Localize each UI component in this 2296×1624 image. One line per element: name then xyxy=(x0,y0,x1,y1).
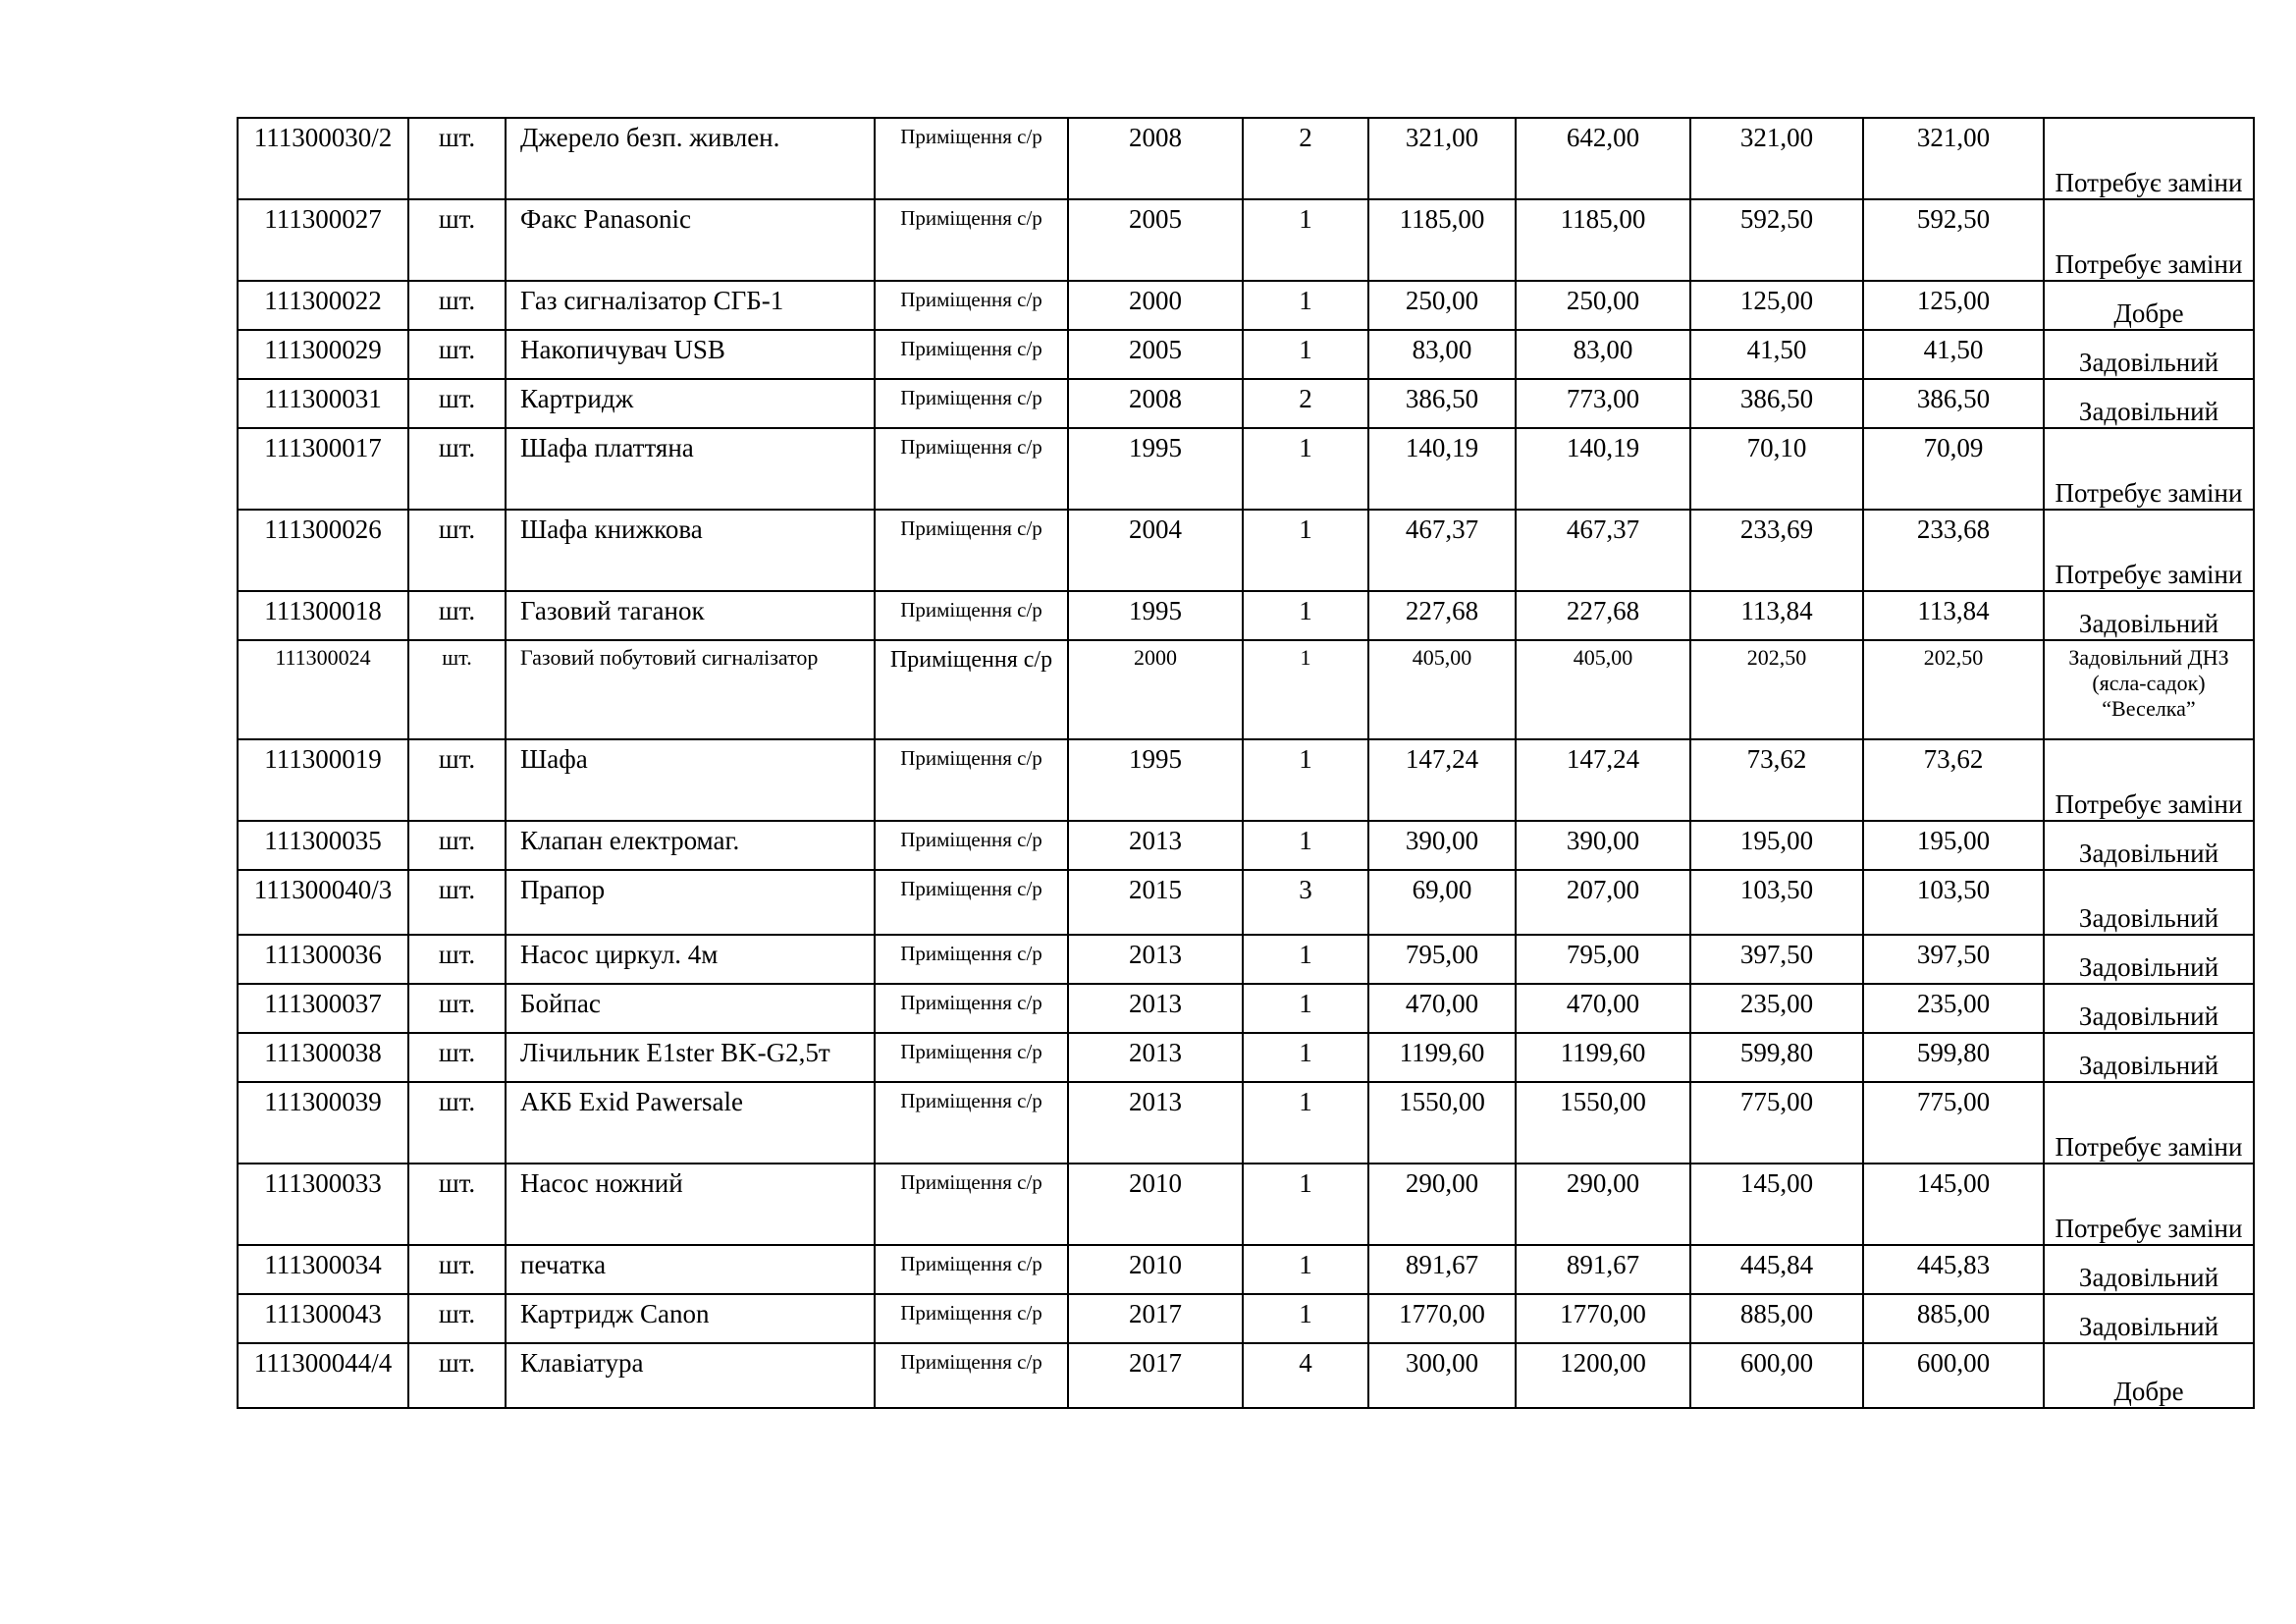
item-unit: шт. xyxy=(408,118,506,199)
item-location: Приміщення с/р xyxy=(875,739,1068,821)
item-code: 111300022 xyxy=(238,281,408,330)
item-price: 290,00 xyxy=(1368,1164,1516,1245)
item-condition: Задовільний xyxy=(2044,1245,2254,1294)
item-price: 227,68 xyxy=(1368,591,1516,640)
item-sum: 773,00 xyxy=(1516,379,1690,428)
item-sum: 467,37 xyxy=(1516,510,1690,591)
table-row xyxy=(238,1245,2254,1294)
item-code: 111300026 xyxy=(238,510,408,591)
item-unit: шт. xyxy=(408,330,506,379)
item-location: Приміщення с/р xyxy=(875,1164,1068,1245)
item-price: 795,00 xyxy=(1368,935,1516,984)
item-condition: Задовільний xyxy=(2044,591,2254,640)
item-sum: 290,00 xyxy=(1516,1164,1690,1245)
item-price: 147,24 xyxy=(1368,739,1516,821)
item-residual: 202,50 xyxy=(1863,640,2044,739)
item-location: Приміщення с/р xyxy=(875,1033,1068,1082)
item-wear: 233,69 xyxy=(1690,510,1863,591)
item-name: Шафа xyxy=(506,739,875,821)
item-unit: шт. xyxy=(408,591,506,640)
table-row xyxy=(238,739,2254,821)
item-quantity: 1 xyxy=(1243,591,1368,640)
table-row xyxy=(238,1164,2254,1245)
item-residual: 321,00 xyxy=(1863,118,2044,199)
item-name: печатка xyxy=(506,1245,875,1294)
item-year: 1995 xyxy=(1068,591,1243,640)
item-sum: 147,24 xyxy=(1516,739,1690,821)
item-year: 2017 xyxy=(1068,1343,1243,1408)
item-sum: 1200,00 xyxy=(1516,1343,1690,1408)
item-condition: Задовільний xyxy=(2044,870,2254,935)
item-wear: 235,00 xyxy=(1690,984,1863,1033)
item-sum: 470,00 xyxy=(1516,984,1690,1033)
item-quantity: 4 xyxy=(1243,1343,1368,1408)
item-unit: шт. xyxy=(408,984,506,1033)
item-residual: 233,68 xyxy=(1863,510,2044,591)
item-sum: 83,00 xyxy=(1516,330,1690,379)
item-name: Клавіатура xyxy=(506,1343,875,1408)
item-name: Факс Panasonic xyxy=(506,199,875,281)
table-row xyxy=(238,428,2254,510)
item-quantity: 1 xyxy=(1243,428,1368,510)
item-code: 111300024 xyxy=(238,640,408,739)
item-year: 2008 xyxy=(1068,118,1243,199)
item-residual: 70,09 xyxy=(1863,428,2044,510)
item-year: 2004 xyxy=(1068,510,1243,591)
table-row xyxy=(238,1082,2254,1164)
item-wear: 386,50 xyxy=(1690,379,1863,428)
item-wear: 125,00 xyxy=(1690,281,1863,330)
item-name: Накопичувач USB xyxy=(506,330,875,379)
item-condition: Задовільний xyxy=(2044,821,2254,870)
item-unit: шт. xyxy=(408,281,506,330)
table-row xyxy=(238,984,2254,1033)
item-name: Картридж xyxy=(506,379,875,428)
item-unit: шт. xyxy=(408,510,506,591)
item-unit: шт. xyxy=(408,870,506,935)
item-price: 1199,60 xyxy=(1368,1033,1516,1082)
item-condition: Задовільний xyxy=(2044,330,2254,379)
item-name: Газовий таганок xyxy=(506,591,875,640)
item-location: Приміщення с/р xyxy=(875,935,1068,984)
item-year: 2008 xyxy=(1068,379,1243,428)
item-price: 470,00 xyxy=(1368,984,1516,1033)
item-residual: 386,50 xyxy=(1863,379,2044,428)
item-location: Приміщення с/р xyxy=(875,1245,1068,1294)
item-year: 2005 xyxy=(1068,330,1243,379)
item-price: 69,00 xyxy=(1368,870,1516,935)
item-sum: 795,00 xyxy=(1516,935,1690,984)
item-year: 2013 xyxy=(1068,984,1243,1033)
item-year: 2005 xyxy=(1068,199,1243,281)
item-code: 111300030/2 xyxy=(238,118,408,199)
item-residual: 775,00 xyxy=(1863,1082,2044,1164)
item-year: 1995 xyxy=(1068,428,1243,510)
item-condition: Потребує заміни xyxy=(2044,739,2254,821)
inventory-table xyxy=(237,117,2255,1409)
item-year: 2013 xyxy=(1068,821,1243,870)
table-row xyxy=(238,1033,2254,1082)
item-code: 111300027 xyxy=(238,199,408,281)
table-row xyxy=(238,510,2254,591)
item-condition: Потребує заміни xyxy=(2044,1082,2254,1164)
table-row xyxy=(238,118,2254,199)
item-condition: Потребує заміни xyxy=(2044,199,2254,281)
item-location: Приміщення с/р xyxy=(875,118,1068,199)
item-condition: Добре xyxy=(2044,1343,2254,1408)
item-wear: 113,84 xyxy=(1690,591,1863,640)
item-location: Приміщення с/р xyxy=(875,1343,1068,1408)
item-residual: 599,80 xyxy=(1863,1033,2044,1082)
item-sum: 642,00 xyxy=(1516,118,1690,199)
item-name: АКБ Exid Pawersale xyxy=(506,1082,875,1164)
item-price: 891,67 xyxy=(1368,1245,1516,1294)
item-condition: Задовільний xyxy=(2044,379,2254,428)
item-location: Приміщення с/р xyxy=(875,281,1068,330)
item-year: 2013 xyxy=(1068,1082,1243,1164)
item-unit: шт. xyxy=(408,1033,506,1082)
item-condition: Потребує заміни xyxy=(2044,1164,2254,1245)
item-location: Приміщення с/р xyxy=(875,591,1068,640)
item-location: Приміщення с/р xyxy=(875,330,1068,379)
item-year: 2013 xyxy=(1068,1033,1243,1082)
item-wear: 600,00 xyxy=(1690,1343,1863,1408)
table-row xyxy=(238,199,2254,281)
item-location: Приміщення с/р xyxy=(875,870,1068,935)
item-sum: 891,67 xyxy=(1516,1245,1690,1294)
item-year: 2013 xyxy=(1068,935,1243,984)
item-unit: шт. xyxy=(408,1294,506,1343)
item-sum: 207,00 xyxy=(1516,870,1690,935)
item-code: 111300035 xyxy=(238,821,408,870)
item-year: 2000 xyxy=(1068,640,1243,739)
item-quantity: 1 xyxy=(1243,199,1368,281)
item-condition: Задовільний xyxy=(2044,935,2254,984)
table-row xyxy=(238,870,2254,935)
item-residual: 600,00 xyxy=(1863,1343,2044,1408)
table-row xyxy=(238,1294,2254,1343)
item-year: 2000 xyxy=(1068,281,1243,330)
item-wear: 145,00 xyxy=(1690,1164,1863,1245)
item-quantity: 1 xyxy=(1243,1164,1368,1245)
item-wear: 202,50 xyxy=(1690,640,1863,739)
item-year: 2010 xyxy=(1068,1164,1243,1245)
item-quantity: 1 xyxy=(1243,1082,1368,1164)
item-unit: шт. xyxy=(408,821,506,870)
item-wear: 445,84 xyxy=(1690,1245,1863,1294)
item-residual: 113,84 xyxy=(1863,591,2044,640)
item-residual: 885,00 xyxy=(1863,1294,2044,1343)
item-price: 405,00 xyxy=(1368,640,1516,739)
table-row xyxy=(238,935,2254,984)
item-wear: 195,00 xyxy=(1690,821,1863,870)
item-location: Приміщення с/р xyxy=(875,984,1068,1033)
item-unit: шт. xyxy=(408,1245,506,1294)
item-unit: шт. xyxy=(408,640,506,739)
item-name: Клапан електромаг. xyxy=(506,821,875,870)
item-unit: шт. xyxy=(408,1164,506,1245)
item-quantity: 1 xyxy=(1243,935,1368,984)
item-price: 1770,00 xyxy=(1368,1294,1516,1343)
item-sum: 405,00 xyxy=(1516,640,1690,739)
item-residual: 195,00 xyxy=(1863,821,2044,870)
table-row xyxy=(238,591,2254,640)
item-residual: 103,50 xyxy=(1863,870,2044,935)
item-code: 111300034 xyxy=(238,1245,408,1294)
item-sum: 1550,00 xyxy=(1516,1082,1690,1164)
item-code: 111300017 xyxy=(238,428,408,510)
item-wear: 73,62 xyxy=(1690,739,1863,821)
item-residual: 445,83 xyxy=(1863,1245,2044,1294)
item-name: Насос циркул. 4м xyxy=(506,935,875,984)
item-location: Приміщення с/р xyxy=(875,199,1068,281)
item-name: Шафа книжкова xyxy=(506,510,875,591)
item-location: Приміщення с/р xyxy=(875,640,1068,739)
item-wear: 592,50 xyxy=(1690,199,1863,281)
item-unit: шт. xyxy=(408,199,506,281)
item-code: 111300019 xyxy=(238,739,408,821)
item-quantity: 1 xyxy=(1243,739,1368,821)
item-quantity: 1 xyxy=(1243,1033,1368,1082)
item-residual: 397,50 xyxy=(1863,935,2044,984)
table-row xyxy=(238,281,2254,330)
item-name: Картридж Canon xyxy=(506,1294,875,1343)
item-code: 111300029 xyxy=(238,330,408,379)
item-price: 467,37 xyxy=(1368,510,1516,591)
item-condition: Потребує заміни xyxy=(2044,428,2254,510)
item-price: 300,00 xyxy=(1368,1343,1516,1408)
item-residual: 145,00 xyxy=(1863,1164,2044,1245)
item-sum: 140,19 xyxy=(1516,428,1690,510)
item-name: Газ сигналізатор СГБ-1 xyxy=(506,281,875,330)
item-sum: 390,00 xyxy=(1516,821,1690,870)
item-year: 2010 xyxy=(1068,1245,1243,1294)
item-location: Приміщення с/р xyxy=(875,821,1068,870)
item-price: 83,00 xyxy=(1368,330,1516,379)
item-condition: Потребує заміни xyxy=(2044,118,2254,199)
item-code: 111300018 xyxy=(238,591,408,640)
item-code: 111300036 xyxy=(238,935,408,984)
item-quantity: 2 xyxy=(1243,118,1368,199)
item-quantity: 1 xyxy=(1243,330,1368,379)
item-name: Бойпас xyxy=(506,984,875,1033)
item-price: 1185,00 xyxy=(1368,199,1516,281)
item-unit: шт. xyxy=(408,935,506,984)
item-wear: 70,10 xyxy=(1690,428,1863,510)
item-unit: шт. xyxy=(408,379,506,428)
item-quantity: 3 xyxy=(1243,870,1368,935)
item-name: Насос ножний xyxy=(506,1164,875,1245)
item-residual: 125,00 xyxy=(1863,281,2044,330)
item-code: 111300044/4 xyxy=(238,1343,408,1408)
item-code: 111300037 xyxy=(238,984,408,1033)
item-price: 250,00 xyxy=(1368,281,1516,330)
item-sum: 1770,00 xyxy=(1516,1294,1690,1343)
item-code: 111300038 xyxy=(238,1033,408,1082)
item-name: Джерело безп. живлен. xyxy=(506,118,875,199)
item-sum: 1199,60 xyxy=(1516,1033,1690,1082)
table-row xyxy=(238,821,2254,870)
item-quantity: 1 xyxy=(1243,821,1368,870)
item-condition: Задовільний xyxy=(2044,1033,2254,1082)
item-quantity: 2 xyxy=(1243,379,1368,428)
item-condition: Задовільний xyxy=(2044,1294,2254,1343)
item-condition: Задовільний xyxy=(2044,984,2254,1033)
item-quantity: 1 xyxy=(1243,984,1368,1033)
item-name: Прапор xyxy=(506,870,875,935)
item-unit: шт. xyxy=(408,739,506,821)
item-location: Приміщення с/р xyxy=(875,379,1068,428)
item-quantity: 1 xyxy=(1243,510,1368,591)
item-unit: шт. xyxy=(408,1343,506,1408)
table-row xyxy=(238,379,2254,428)
item-wear: 775,00 xyxy=(1690,1082,1863,1164)
item-wear: 103,50 xyxy=(1690,870,1863,935)
item-unit: шт. xyxy=(408,1082,506,1164)
item-price: 140,19 xyxy=(1368,428,1516,510)
item-condition: Задовільний ДНЗ (ясла-садок) “Веселка” xyxy=(2044,640,2254,739)
item-code: 111300043 xyxy=(238,1294,408,1343)
table-row xyxy=(238,640,2254,739)
table-row xyxy=(238,1343,2254,1408)
item-location: Приміщення с/р xyxy=(875,510,1068,591)
item-wear: 599,80 xyxy=(1690,1033,1863,1082)
item-price: 386,50 xyxy=(1368,379,1516,428)
item-quantity: 1 xyxy=(1243,281,1368,330)
item-quantity: 1 xyxy=(1243,1245,1368,1294)
item-year: 1995 xyxy=(1068,739,1243,821)
item-condition: Добре xyxy=(2044,281,2254,330)
item-wear: 41,50 xyxy=(1690,330,1863,379)
item-condition: Потребує заміни xyxy=(2044,510,2254,591)
item-unit: шт. xyxy=(408,428,506,510)
item-name: Газовий побутовий сигналізатор xyxy=(506,640,875,739)
item-name: Лічильник E1ster BK-G2,5т xyxy=(506,1033,875,1082)
item-quantity: 1 xyxy=(1243,1294,1368,1343)
item-residual: 73,62 xyxy=(1863,739,2044,821)
item-residual: 235,00 xyxy=(1863,984,2044,1033)
item-code: 111300040/3 xyxy=(238,870,408,935)
item-wear: 321,00 xyxy=(1690,118,1863,199)
item-residual: 41,50 xyxy=(1863,330,2044,379)
item-location: Приміщення с/р xyxy=(875,1082,1068,1164)
item-code: 111300031 xyxy=(238,379,408,428)
item-sum: 250,00 xyxy=(1516,281,1690,330)
table-row xyxy=(238,330,2254,379)
item-location: Приміщення с/р xyxy=(875,428,1068,510)
item-residual: 592,50 xyxy=(1863,199,2044,281)
item-wear: 885,00 xyxy=(1690,1294,1863,1343)
item-name: Шафа платтяна xyxy=(506,428,875,510)
item-year: 2015 xyxy=(1068,870,1243,935)
item-price: 1550,00 xyxy=(1368,1082,1516,1164)
item-code: 111300033 xyxy=(238,1164,408,1245)
item-price: 321,00 xyxy=(1368,118,1516,199)
item-wear: 397,50 xyxy=(1690,935,1863,984)
item-sum: 227,68 xyxy=(1516,591,1690,640)
item-sum: 1185,00 xyxy=(1516,199,1690,281)
item-location: Приміщення с/р xyxy=(875,1294,1068,1343)
item-year: 2017 xyxy=(1068,1294,1243,1343)
item-quantity: 1 xyxy=(1243,640,1368,739)
item-price: 390,00 xyxy=(1368,821,1516,870)
item-code: 111300039 xyxy=(238,1082,408,1164)
